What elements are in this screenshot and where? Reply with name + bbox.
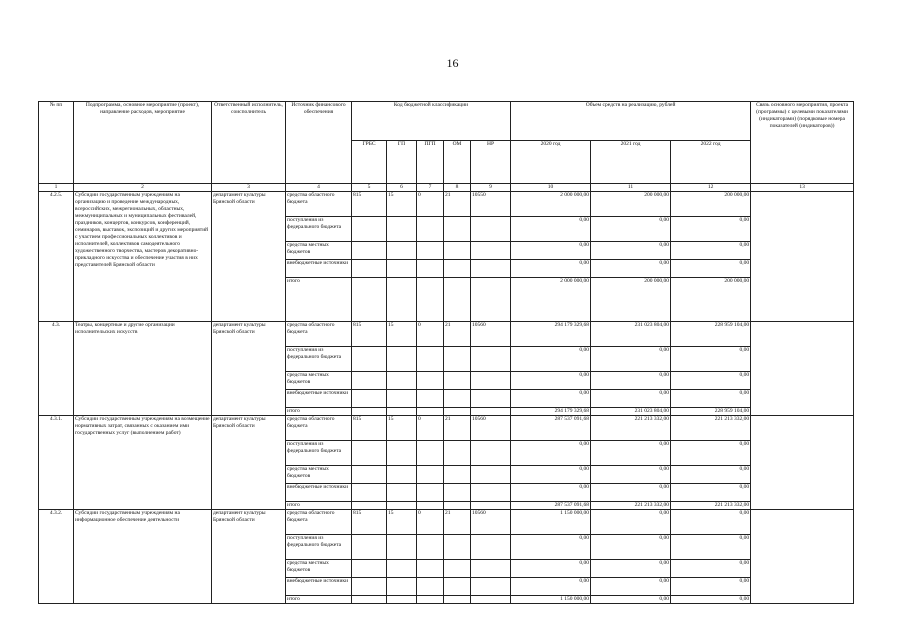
row-link — [751, 322, 854, 416]
code-empty — [387, 578, 417, 596]
code-empty — [444, 596, 471, 604]
amount-local: 0,00 — [511, 560, 591, 578]
code-empty — [387, 347, 417, 372]
header-source: Источник финансового обеспечения — [286, 102, 352, 184]
code-gp: 15 — [387, 416, 417, 441]
column-number: 4 — [286, 184, 352, 192]
source-federal: поступления из федерального бюджета — [286, 441, 352, 466]
code-empty — [352, 217, 387, 242]
code-empty — [444, 560, 471, 578]
code-empty — [352, 596, 387, 604]
code-empty — [352, 502, 387, 510]
amount-local: 0,00 — [591, 372, 671, 390]
amount-federal: 0,00 — [671, 441, 751, 466]
code-empty — [352, 347, 387, 372]
header-pgp: ПГП — [417, 141, 444, 184]
column-number: 3 — [212, 184, 286, 192]
amount-total: 228 959 104,00 — [671, 408, 751, 416]
source-federal: поступления из федерального бюджета — [286, 217, 352, 242]
code-grbs: 815 — [352, 510, 387, 535]
code-grbs: 815 — [352, 416, 387, 441]
amount-offbudget: 0,00 — [511, 578, 591, 596]
amount-local: 0,00 — [671, 466, 751, 484]
code-empty — [387, 484, 417, 502]
code-empty — [352, 408, 387, 416]
column-number: 9 — [471, 184, 511, 192]
amount-total: 2 000 000,00 — [511, 278, 591, 322]
source-local: средства местных бюджетов — [286, 372, 352, 390]
budget-table — [38, 101, 854, 604]
row-number: 4.3.1. — [39, 416, 74, 510]
code-empty — [444, 390, 471, 408]
amount-local: 0,00 — [591, 466, 671, 484]
amount-offbudget: 0,00 — [511, 484, 591, 502]
header-no: № пп — [39, 102, 74, 184]
code-empty — [352, 372, 387, 390]
source-local: средства местных бюджетов — [286, 242, 352, 260]
column-number: 5 — [352, 184, 387, 192]
row-executor: департамент культуры Брянской области — [212, 510, 286, 604]
amount-federal: 0,00 — [591, 347, 671, 372]
amount-regional: 1 150 000,00 — [511, 510, 591, 535]
code-empty — [387, 372, 417, 390]
source-total: итого — [286, 408, 352, 416]
code-empty — [417, 535, 444, 560]
code-empty — [352, 535, 387, 560]
code-empty — [387, 535, 417, 560]
amount-local: 0,00 — [511, 372, 591, 390]
code-np: 10560 — [471, 416, 511, 441]
code-empty — [444, 278, 471, 322]
code-empty — [417, 502, 444, 510]
row-number: 4.3.2. — [39, 510, 74, 604]
amount-federal: 0,00 — [511, 217, 591, 242]
code-empty — [471, 347, 511, 372]
code-empty — [471, 560, 511, 578]
budget-table-body — [39, 192, 854, 604]
source-local: средства местных бюджетов — [286, 466, 352, 484]
amount-regional: 0,00 — [591, 510, 671, 535]
table-row — [39, 322, 854, 347]
amount-total: 200 000,00 — [671, 278, 751, 322]
code-empty — [471, 578, 511, 596]
code-empty — [471, 502, 511, 510]
source-total: итого — [286, 278, 352, 322]
header-om: ОМ — [444, 141, 471, 184]
amount-offbudget: 0,00 — [591, 484, 671, 502]
source-offbudget: внебюджетные источники — [286, 578, 352, 596]
header-grbs: ГРБС — [352, 141, 387, 184]
source-local: средства местных бюджетов — [286, 560, 352, 578]
code-grbs: 815 — [352, 192, 387, 217]
header-budget-code: Код бюджетной классификации — [352, 102, 511, 141]
code-empty — [444, 242, 471, 260]
code-empty — [471, 466, 511, 484]
header-np: НР — [471, 141, 511, 184]
header-link: Связь основного мероприятия, проекта (программы) с целевыми показателями (индикаторами) (порядковые номера показателей (индикаторов)) — [751, 102, 854, 184]
code-empty — [387, 596, 417, 604]
column-number: 12 — [671, 184, 751, 192]
amount-offbudget: 0,00 — [511, 260, 591, 278]
code-empty — [417, 578, 444, 596]
source-federal: поступления из федерального бюджета — [286, 535, 352, 560]
code-empty — [417, 596, 444, 604]
source-offbudget: внебюджетные источники — [286, 390, 352, 408]
code-empty — [444, 217, 471, 242]
amount-local: 0,00 — [671, 242, 751, 260]
amount-federal: 0,00 — [591, 441, 671, 466]
row-number: 4.3. — [39, 322, 74, 416]
amount-regional: 0,00 — [671, 510, 751, 535]
header-2021: 2021 год — [591, 141, 671, 184]
code-np: 10550 — [471, 192, 511, 217]
code-empty — [471, 372, 511, 390]
amount-offbudget: 0,00 — [511, 390, 591, 408]
code-empty — [417, 278, 444, 322]
amount-total: 221 213 332,00 — [591, 502, 671, 510]
header-2022: 2022 год — [671, 141, 751, 184]
code-np: 10560 — [471, 510, 511, 535]
code-empty — [417, 217, 444, 242]
amount-regional: 200 000,00 — [671, 192, 751, 217]
code-empty — [417, 408, 444, 416]
amount-local: 0,00 — [511, 242, 591, 260]
code-empty — [471, 484, 511, 502]
code-empty — [387, 441, 417, 466]
header-program: Подпрограмма, основное мероприятие (проект), направление расходов, мероприятие — [74, 102, 212, 184]
code-pgp: 0 — [417, 322, 444, 347]
code-empty — [387, 390, 417, 408]
code-empty — [352, 560, 387, 578]
code-om: 21 — [444, 416, 471, 441]
amount-local: 0,00 — [671, 560, 751, 578]
source-regional: средства областного бюджета — [286, 510, 352, 535]
code-empty — [417, 466, 444, 484]
source-regional: средства областного бюджета — [286, 416, 352, 441]
source-total: итого — [286, 596, 352, 604]
code-empty — [444, 408, 471, 416]
code-empty — [471, 217, 511, 242]
row-title: Субсидии государственным учреждениям на организацию и проведение международных, всероссийских, межрегиональных, областных, межмуниципальных и муниципальных фестивалей, праздников, концертов, конкурсов, конференций, семинаров, выставок, экспозиций и других мероприятий с участием профессиональных коллективов и исполнителей, коллективов самодеятельного художественного творчества, мастеров декоративно-прикладного искусства и обеспечение участия в них представителей Брянской области — [74, 192, 212, 322]
code-empty — [417, 260, 444, 278]
code-empty — [417, 560, 444, 578]
row-title: Субсидии государственным учреждениям на информационное обеспечение деятельности — [74, 510, 212, 604]
code-gp: 15 — [387, 192, 417, 217]
amount-total: 221 213 332,00 — [671, 502, 751, 510]
source-total: итого — [286, 502, 352, 510]
code-empty — [444, 441, 471, 466]
column-number: 2 — [74, 184, 212, 192]
code-empty — [444, 578, 471, 596]
amount-total: 0,00 — [591, 596, 671, 604]
code-empty — [387, 560, 417, 578]
header-2020: 2020 год — [511, 141, 591, 184]
code-empty — [387, 278, 417, 322]
header-gp: ГП — [387, 141, 417, 184]
code-empty — [387, 408, 417, 416]
amount-federal: 0,00 — [511, 347, 591, 372]
amount-offbudget: 0,00 — [591, 578, 671, 596]
code-empty — [352, 278, 387, 322]
code-empty — [387, 502, 417, 510]
code-om: 21 — [444, 510, 471, 535]
amount-federal: 0,00 — [671, 347, 751, 372]
code-empty — [387, 242, 417, 260]
header-executor: Ответственный исполнитель, соисполнитель — [212, 102, 286, 184]
source-offbudget: внебюджетные источники — [286, 260, 352, 278]
row-link — [751, 416, 854, 510]
source-federal: поступления из федерального бюджета — [286, 347, 352, 372]
amount-total: 287 537 091,68 — [511, 502, 591, 510]
amount-regional: 221 213 332,00 — [671, 416, 751, 441]
column-numbers-row — [39, 184, 854, 192]
code-empty — [352, 578, 387, 596]
code-om: 21 — [444, 192, 471, 217]
code-empty — [387, 260, 417, 278]
code-empty — [352, 484, 387, 502]
code-empty — [352, 441, 387, 466]
code-np: 10560 — [471, 322, 511, 347]
amount-total: 231 023 804,00 — [591, 408, 671, 416]
row-executor: департамент культуры Брянской области — [212, 416, 286, 510]
row-link — [751, 192, 854, 322]
code-empty — [444, 260, 471, 278]
code-empty — [471, 441, 511, 466]
code-empty — [417, 441, 444, 466]
amount-regional: 228 959 104,00 — [671, 322, 751, 347]
code-pgp: 0 — [417, 510, 444, 535]
amount-regional: 221 213 332,00 — [591, 416, 671, 441]
row-title: Театры, концертные и другие организации исполнительских искусств — [74, 322, 212, 416]
table-row — [39, 416, 854, 441]
column-number: 11 — [591, 184, 671, 192]
amount-offbudget: 0,00 — [671, 260, 751, 278]
amount-local: 0,00 — [671, 372, 751, 390]
code-empty — [352, 466, 387, 484]
code-empty — [387, 217, 417, 242]
code-pgp: 0 — [417, 192, 444, 217]
code-empty — [471, 535, 511, 560]
column-number: 1 — [39, 184, 74, 192]
amount-local: 0,00 — [511, 466, 591, 484]
amount-federal: 0,00 — [591, 535, 671, 560]
code-empty — [471, 260, 511, 278]
code-empty — [471, 242, 511, 260]
code-empty — [444, 466, 471, 484]
row-number: 4.2.5. — [39, 192, 74, 322]
row-executor: департамент культуры Брянской области — [212, 192, 286, 322]
column-number: 6 — [387, 184, 417, 192]
source-regional: средства областного бюджета — [286, 192, 352, 217]
row-title: Субсидии государственным учреждениям на возмещение нормативных затрат, связанных с оказанием ими государственных услуг (выполнением работ) — [74, 416, 212, 510]
amount-federal: 0,00 — [671, 217, 751, 242]
code-empty — [471, 278, 511, 322]
row-executor: департамент культуры Брянской области — [212, 322, 286, 416]
column-number: 13 — [751, 184, 854, 192]
code-grbs: 815 — [352, 322, 387, 347]
amount-total: 200 000,00 — [591, 278, 671, 322]
amount-offbudget: 0,00 — [671, 484, 751, 502]
amount-local: 0,00 — [591, 560, 671, 578]
code-empty — [352, 390, 387, 408]
amount-federal: 0,00 — [671, 535, 751, 560]
amount-regional: 231 023 804,00 — [591, 322, 671, 347]
column-number: 7 — [417, 184, 444, 192]
amount-offbudget: 0,00 — [591, 390, 671, 408]
code-empty — [444, 347, 471, 372]
code-empty — [417, 484, 444, 502]
amount-federal: 0,00 — [511, 535, 591, 560]
code-empty — [471, 390, 511, 408]
amount-regional: 294 179 329,68 — [511, 322, 591, 347]
header-volume: Объем средств на реализацию, рублей — [511, 102, 751, 141]
amount-offbudget: 0,00 — [591, 260, 671, 278]
code-empty — [444, 484, 471, 502]
code-gp: 15 — [387, 322, 417, 347]
amount-local: 0,00 — [591, 242, 671, 260]
code-empty — [417, 242, 444, 260]
code-pgp: 0 — [417, 416, 444, 441]
amount-offbudget: 0,00 — [671, 390, 751, 408]
code-om: 21 — [444, 322, 471, 347]
code-empty — [387, 466, 417, 484]
code-empty — [417, 390, 444, 408]
amount-federal: 0,00 — [511, 441, 591, 466]
column-number: 10 — [511, 184, 591, 192]
column-number: 8 — [444, 184, 471, 192]
amount-total: 1 150 000,00 — [511, 596, 591, 604]
code-empty — [417, 347, 444, 372]
table-row — [39, 192, 854, 217]
amount-regional: 200 000,00 — [591, 192, 671, 217]
code-empty — [444, 502, 471, 510]
code-empty — [417, 372, 444, 390]
amount-total: 294 179 329,68 — [511, 408, 591, 416]
amount-federal: 0,00 — [591, 217, 671, 242]
page-number: 16 — [446, 56, 459, 70]
amount-regional: 2 000 000,00 — [511, 192, 591, 217]
code-empty — [471, 408, 511, 416]
code-empty — [444, 372, 471, 390]
source-regional: средства областного бюджета — [286, 322, 352, 347]
amount-offbudget: 0,00 — [671, 578, 751, 596]
amount-regional: 287 537 091,68 — [511, 416, 591, 441]
amount-total: 0,00 — [671, 596, 751, 604]
code-empty — [352, 242, 387, 260]
code-empty — [471, 596, 511, 604]
source-offbudget: внебюджетные источники — [286, 484, 352, 502]
code-empty — [444, 535, 471, 560]
code-empty — [352, 260, 387, 278]
code-gp: 15 — [387, 510, 417, 535]
row-link — [751, 510, 854, 604]
table-row — [39, 510, 854, 535]
